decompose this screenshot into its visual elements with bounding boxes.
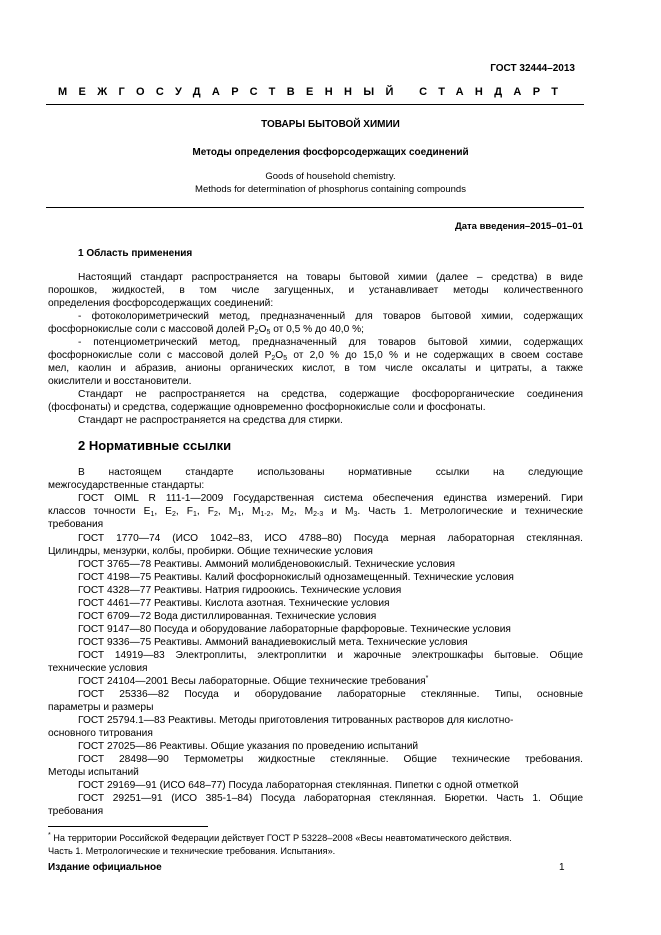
banner-text: МЕЖГОСУДАРСТВЕННЫЙ СТАНДАРТ — [58, 86, 570, 98]
reference-6: ГОСТ 4461—77 Реактивы. Кислота азотная. Технические условия — [78, 598, 390, 609]
s1-p4-l2: (фосфонаты) и средства, содержащие одновременно фосфорнокислые соли и фосфонаты. — [48, 402, 486, 413]
document-title-english — [0, 170, 661, 196]
s1-p3-l1: - потенциометрический метод, предназначенный для товаров бытовой химии, содержащих — [78, 337, 583, 348]
reference-13-l2: основного титрования — [48, 728, 153, 739]
reference-15-l1: ГОСТ 28498—90 Термометры жидкостные стеклянные. Общие технические требования. — [78, 754, 583, 765]
document-subtitle: Методы определения фосфорсодержащих соединений — [192, 147, 469, 158]
footnote-marker: * — [425, 675, 429, 682]
standard-code: ГОСТ 32444–2013 — [490, 63, 575, 74]
footnote-line-1: * На территории Российской Федерации действует ГОСТ Р 53228–2008 «Весы неавтоматического действия. — [48, 832, 512, 843]
reference-17-l2: требования — [48, 806, 104, 817]
s1-p4-l1: Стандарт не распространяется на средства, содержащие фосфорорганические соединения — [78, 389, 583, 400]
s1-p2-l2: фосфорнокислые соли с массовой долей $P_2O_5$ от 0,5 % до 40,0 %; — [48, 324, 365, 336]
page-number: 1 — [559, 862, 565, 873]
header-rule — [46, 104, 584, 105]
reference-2-l2: Цилиндры, мензурки, колбы, пробирки. Общие технические условия — [48, 546, 373, 557]
title-rule — [46, 207, 584, 208]
standard-banner — [58, 86, 570, 98]
reference-15-l2: Методы испытаний — [48, 767, 139, 778]
reference-12-l1: ГОСТ 25336—82 Посуда и оборудование лабораторные стеклянные. Типы, основные — [78, 689, 583, 700]
footnote-rule — [48, 826, 208, 827]
reference-1-l3: требования — [48, 519, 104, 530]
reference-10-l2: технические условия — [48, 663, 148, 674]
reference-14: ГОСТ 27025—86 Реактивы. Общие указания по проведению испытаний — [78, 741, 419, 752]
reference-17-l1: ГОСТ 29251—91 (ИСО 385-1–84) Посуда лабораторная стеклянная. Бюретки. Часть 1. Общие — [78, 793, 583, 804]
s1-p1-l2: порошков, жидкостей, в том числе загущенных, и устанавливает методы количественного — [48, 285, 583, 296]
s1-p3-l2: фосфорнокислые соли с массовой долей $P_2O_5$ от 2,0 % до 15,0 % и не содержащих в своем составе — [48, 350, 583, 362]
reference-8: ГОСТ 9147—80 Посуда и оборудование лабораторные фарфоровые. Технические условия — [78, 624, 511, 635]
reference-13-l1: ГОСТ 25794.1—83 Реактивы. Методы приготовления титрованных растворов для кислотно- — [78, 715, 514, 726]
title-en-line-1: Goods of household chemistry. — [265, 171, 396, 182]
footnote-line-2: Часть 1. Метрологические и технические требования. Испытания». — [48, 846, 336, 856]
document-title: ТОВАРЫ БЫТОВОЙ ХИМИИ — [261, 119, 400, 130]
reference-9: ГОСТ 9336—75 Реактивы. Аммоний ванадиевокислый мета. Технические условия — [78, 637, 468, 648]
reference-2-l1: ГОСТ 1770—74 (ИСО 1042–83, ИСО 4788–80) Посуда мерная лабораторная стеклянная. — [78, 533, 583, 544]
reference-1-l2: классов точности $E_1$, $E_2$, $F_1$, $F_2$, $M_1$, $M_{1-2}$, $M_2$, $M_{2-3}$ и $M_3$. Часть 1. Метрологические и технические — [48, 506, 584, 518]
reference-4: ГОСТ 4198—75 Реактивы. Калий фосфорнокислый однозамещенный. Технические условия — [78, 572, 514, 583]
reference-16: ГОСТ 29169—91 (ИСО 648–77) Посуда лабораторная стеклянная. Пипетки с одной отметкой — [78, 780, 519, 791]
section-2-heading: 2 Нормативные ссылки — [78, 438, 232, 453]
s1-p5: Стандарт не распространяется на средства для стирки. — [78, 415, 343, 426]
title-en-line-2: Methods for determination of phosphorus containing compounds — [195, 184, 466, 195]
edition-label: Издание официальное — [48, 862, 162, 873]
s1-p3-l4: окислители и восстановители. — [48, 376, 192, 387]
section-1-heading: 1 Область применения — [78, 248, 193, 259]
s1-p2-l1: - фотоколориметрический метод, предназначенный для товаров бытовой химии, содержащих — [78, 311, 583, 322]
reference-12-l2: параметры и размеры — [48, 702, 154, 713]
s1-p1-l3: определения фосфорсодержащих соединений: — [48, 298, 274, 309]
reference-7: ГОСТ 6709—72 Вода дистиллированная. Технические условия — [78, 611, 377, 622]
reference-5: ГОСТ 4328—77 Реактивы. Натрия гидроокись. Технические условия — [78, 585, 402, 596]
reference-10-l1: ГОСТ 14919—83 Электроплиты, электроплитки и жарочные электрошкафы бытовые. Общие — [78, 650, 583, 661]
reference-11: ГОСТ 24104—2001 Весы лабораторные. Общие технические требования* — [78, 675, 429, 687]
reference-1-l1: ГОСТ OIML R 111-1—2009 Государственная система обеспечения единства измерений. Гири — [78, 493, 583, 504]
reference-3: ГОСТ 3765—78 Реактивы. Аммоний молибденовокислый. Технические условия — [78, 559, 456, 570]
s2-intro-l1: В настоящем стандарте использованы нормативные ссылки на следующие — [78, 467, 583, 478]
introduction-date: Дата введения–2015–01–01 — [454, 221, 583, 232]
s2-intro-l2: межгосударственные стандарты: — [48, 480, 205, 491]
s1-p3-l3: мел, каолин и абразив, анионы органических кислот, в том числе оксалаты и цитраты, а также — [48, 363, 583, 374]
s1-p1-l1: Настоящий стандарт распространяется на товары бытовой химии (далее – средства) в виде — [78, 272, 583, 283]
